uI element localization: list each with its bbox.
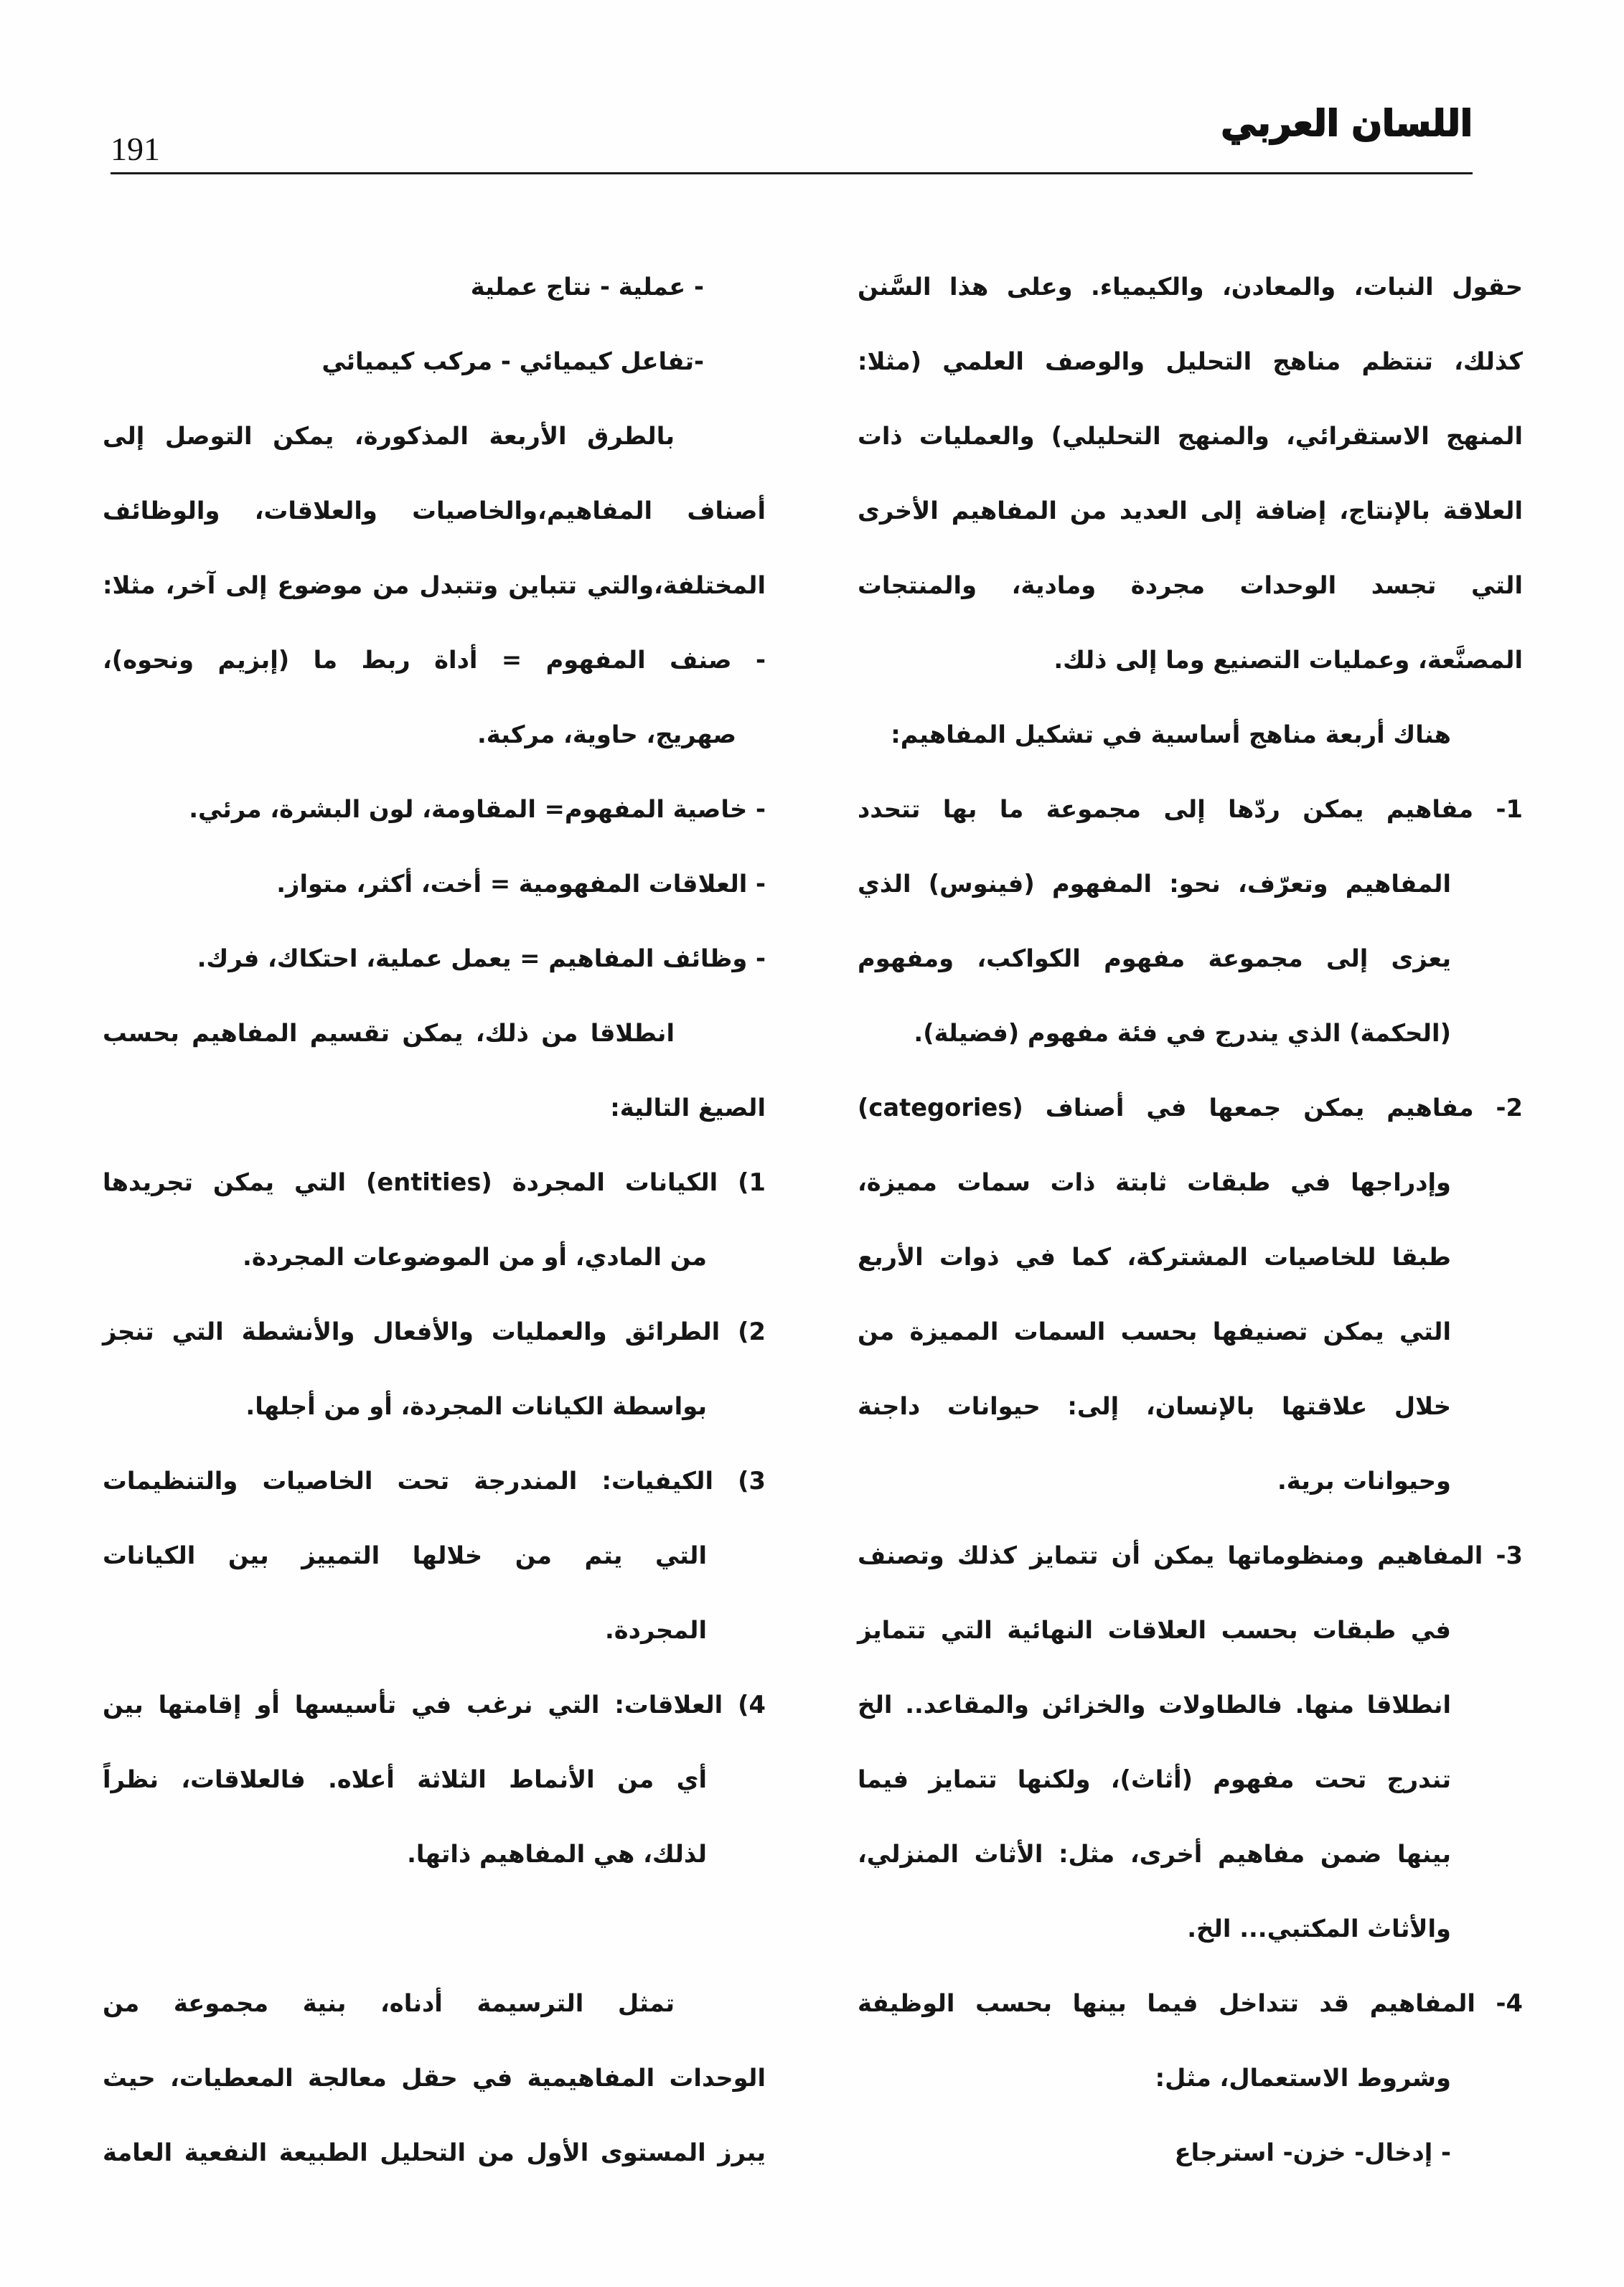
intro-paragraph-line: العلاقة بالإنتاج، إضافة إلى العديد من المفاهيم الأخرى	[858, 497, 1523, 525]
approach-3-line: في طبقات بحسب العلاقات النهائية التي تتمايز	[858, 1616, 1451, 1644]
header-rule	[111, 172, 1473, 174]
forms-lead-in-line: الصيغ التالية:	[610, 1094, 766, 1122]
approaches-lead-in: هناك أربعة مناهج أساسية في تشكيل المفاهيم:	[891, 720, 1451, 748]
summary-paragraph-line: بالطرق الأربعة المذكورة، يمكن التوصل إلى	[103, 422, 675, 450]
concept-example-line: - العلاقات المفهومية = أخت، أكثر، متواز.	[276, 870, 766, 898]
paragraph-gap	[103, 1892, 766, 1966]
form-3-line: 3) الكيفيات: المندرجة تحت الخاصيات والتنظيمات	[103, 1467, 766, 1495]
approach-1-line: المفاهيم وتعرّف، نحو: المفهوم (فينوس) الذي	[858, 870, 1451, 898]
approach-2-line: وحيوانات برية.	[1277, 1467, 1451, 1495]
approach-3-line: انطلاقا منها. فالطاولات والخزائن والمقاعد.. الخ	[858, 1691, 1451, 1719]
intro-paragraph-line: المنهج الاستقرائي، والمنهج التحليلي) والعمليات ذات	[858, 422, 1523, 450]
form-2-line: 2) الطرائق والعمليات والأفعال والأنشطة التي تنجز	[103, 1318, 766, 1346]
form-1-line: من المادي، أو من الموضوعات المجردة.	[243, 1243, 707, 1271]
concept-example-line: - وظائف المفاهيم = يعمل عملية، احتكاك، فرك.	[197, 944, 766, 972]
diagram-intro-paragraph-line: الوحدات المفاهيمية في حقل معالجة المعطيات، حيث	[103, 2064, 766, 2092]
approach-2-line: 2- مفاهيم يمكن جمعها في أصناف (categories)	[858, 1094, 1523, 1122]
page-number: 191	[111, 131, 160, 167]
form-3-line: التي يتم من خلالها التمييز بين الكيانات	[103, 1541, 707, 1569]
approach-3-line: 3- المفاهيم ومنظوماتها يمكن أن تتمايز كذلك وتصنف	[858, 1541, 1523, 1569]
form-3-line: المجردة.	[605, 1616, 707, 1644]
concept-example-line: صهريج، حاوية، مركبة.	[477, 720, 736, 748]
approach-1-line: يعزى إلى مجموعة مفهوم الكواكب، ومفهوم	[858, 944, 1451, 972]
approach-3-line: بينها ضمن مفاهيم أخرى، مثل: الأثاث المنزلي،	[858, 1840, 1451, 1868]
right-column	[858, 250, 1523, 2190]
approach-1-line: (الحكمة) الذي يندرج في فئة مفهوم (فضيلة).	[914, 1019, 1451, 1047]
diagram-intro-paragraph-line: يبرز المستوى الأول من التحليل الطبيعة النفعية العامة	[103, 2138, 766, 2166]
approach-3-line: تندرج تحت مفهوم (أثاث)، ولكنها تتمايز فيما	[858, 1765, 1451, 1793]
approach-2-line: وإدراجها في طبقات ثابتة ذات سمات مميزة،	[858, 1168, 1451, 1196]
intro-paragraph-line: حقول النبات، والمعادن، والكيمياء. وعلى هذا السَّنن	[858, 273, 1523, 301]
approach-4-example: -تفاعل كيميائي - مركب كيميائي	[321, 347, 704, 375]
form-4-line: 4) العلاقات: التي نرغب في تأسيسها أو إقامتها بين	[103, 1691, 766, 1719]
journal-logo: اللسان العربي	[1221, 103, 1473, 144]
form-2-line: بواسطة الكيانات المجردة، أو من أجلها.	[245, 1392, 707, 1420]
approach-4-line: 4- المفاهيم قد تتداخل فيما بينها بحسب الوظيفة	[858, 1989, 1523, 2017]
approach-4-line: وشروط الاستعمال، مثل:	[1155, 2064, 1451, 2092]
summary-paragraph-line: أصناف المفاهيم،والخاصيات والعلاقات، والوظائف	[103, 497, 766, 525]
concept-example-line: - صنف المفهوم = أداة ربط ما (إبزيم ونحوه)،	[103, 646, 766, 674]
diagram-intro-paragraph-line: تمثل الترسيمة أدناه، بنية مجموعة من	[103, 1989, 675, 2017]
approach-4-example: - إدخال- خزن- استرجاع	[1174, 2138, 1451, 2166]
intro-paragraph-line: كذلك، تنتظم مناهج التحليل والوصف العلمي (مثلا:	[858, 347, 1523, 375]
form-1-line: 1) الكيانات المجردة (entities) التي يمكن تجريدها	[103, 1168, 766, 1196]
forms-lead-in-line: انطلاقا من ذلك، يمكن تقسيم المفاهيم بحسب	[103, 1019, 675, 1047]
concept-example-line: - خاصية المفهوم= المقاومة، لون البشرة، مرئي.	[189, 795, 766, 823]
left-column	[103, 250, 766, 2190]
form-4-line: لذلك، هي المفاهيم ذاتها.	[407, 1840, 707, 1868]
form-4-line: أي من الأنماط الثلاثة أعلاه. فالعلاقات، نظراً	[103, 1765, 707, 1793]
summary-paragraph-line: المختلفة،والتي تتباين وتتبدل من موضوع إلى آخر، مثلا:	[103, 571, 766, 599]
approach-4-example: - عملية - نتاج عملية	[470, 273, 704, 301]
approach-1-line: 1- مفاهيم يمكن ردّها إلى مجموعة ما بها تتحدد	[858, 795, 1523, 823]
intro-paragraph-line: المصنَّعة، وعمليات التصنيع وما إلى ذلك.	[1053, 646, 1523, 674]
approach-2-line: طبقا للخاصيات المشتركة، كما في ذوات الأربع	[858, 1243, 1451, 1271]
approach-2-line: خلال علاقتها بالإنسان، إلى: حيوانات داجنة	[858, 1392, 1451, 1420]
intro-paragraph-line: التي تجسد الوحدات مجردة ومادية، والمنتجات	[858, 571, 1523, 599]
approach-2-line: التي يمكن تصنيفها بحسب السمات المميزة من	[858, 1318, 1451, 1346]
approach-3-line: والأثاث المكتبي... الخ.	[1187, 1915, 1451, 1943]
